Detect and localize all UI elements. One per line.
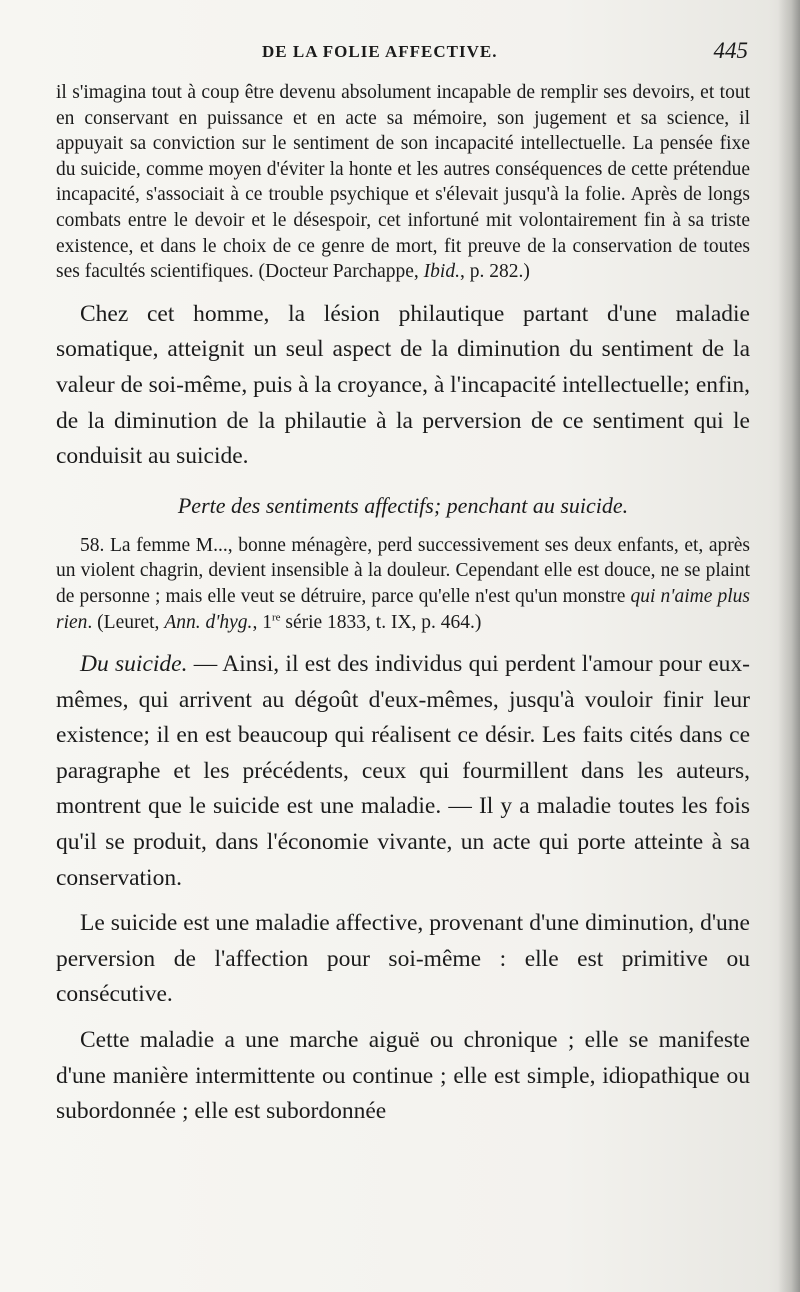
paragraph-definition: Le suicide est une maladie affective, provenant d'une diminution, d'une perversion de l'affection pour soi-même : elle est primitive ou consécutive. bbox=[56, 910, 750, 1008]
page-number: 445 bbox=[713, 38, 748, 63]
section-heading: Perte des sentiments affectifs; penchant au suicide. bbox=[177, 492, 629, 518]
du-suicide-lead: Du suicide. bbox=[80, 651, 188, 678]
page-edge-shadow bbox=[778, 0, 800, 1292]
case-58-italic-phrase: qui n'aime plus rien bbox=[56, 585, 750, 633]
paragraph-commentary: Chez cet homme, la lésion philautique partant d'une maladie somatique, atteignit un seul aspect de la diminution du sentiment de la valeur de soi-même, puis à la croyance, à l'incapacité intellectuelle; enfin, de la diminution de la philautie à la perversion de ce sentiment qui le conduisit au suicide. bbox=[56, 300, 750, 470]
page-header bbox=[56, 40, 748, 70]
quote-cite-rest: , p. 282.) bbox=[459, 261, 530, 283]
running-head: DE LA FOLIE AFFECTIVE. bbox=[262, 42, 498, 61]
paragraph-marche: Cette maladie a une marche aiguë ou chronique ; elle se manifeste d'une manière intermittente ou continue ; elle est simple, idiopathique ou subordonnée ; elle est subordonnée bbox=[56, 1027, 750, 1125]
quote-cite-italic: Ibid. bbox=[423, 261, 460, 283]
case-58-tail: série 1833, t. IX, p. 464.) bbox=[280, 611, 482, 633]
paragraph-du-suicide bbox=[56, 647, 750, 896]
case-58-mid: . (Leuret, bbox=[87, 611, 160, 633]
case-58-journal: Ann. d'hyg. bbox=[164, 611, 253, 633]
quote-paragraph bbox=[56, 80, 750, 285]
du-suicide-text: — Ainsi, il est des individus qui perdent l'amour pour eux-mêmes, qui arrivent au dégoût d'eux-mêmes, jusqu'à vouloir finir leur existence; il en est beaucoup qui réalisent ce désir. Les faits cités dans ce paragraphe et les précédents, ceux qui fourmillent dans les auteurs, montrent que le suicide est une maladie. — Il y a maladie toutes les fois qu'il se produit, dans l'économie vivante, un acte qui porte atteinte à sa conservation. bbox=[56, 651, 750, 891]
case-58-text: 58. La femme M..., bonne ménagère, perd successivement ses deux enfants, et, après un violent chagrin, devient insensible à la douleur. Cependant elle est douce, ne se plaint de personne ; mais elle veut se détruire, parce qu'elle n'est qu'un monstre bbox=[56, 534, 750, 607]
case-58-superscript: re bbox=[271, 611, 281, 623]
page-body bbox=[56, 80, 750, 1130]
case-58-mid2: , 1 bbox=[252, 611, 272, 633]
case-58-paragraph bbox=[56, 533, 750, 635]
quote-text: il s'imagina tout à coup être devenu absolument incapable de remplir ses devoirs, et tout en conservant en puissance et en acte sa mémoire, son jugement et sa science, il appuyait sa conviction sur le sentiment de son incapacité intellectuelle. La pensée fixe du suicide, comme moyen d'éviter la honte et les autres conséquences de cette prétendue incapacité, s'associait à ce trouble psychique et s'élevait jusqu'à la folie. Après de longs combats entre le devoir et le désespoir, cet infortuné mit volontairement fin à sa triste existence, et dans le choix de ce genre de mort, fit preuve de la conservation de toutes ses facultés scientifiques. (Docteur Parchappe, bbox=[56, 82, 750, 283]
